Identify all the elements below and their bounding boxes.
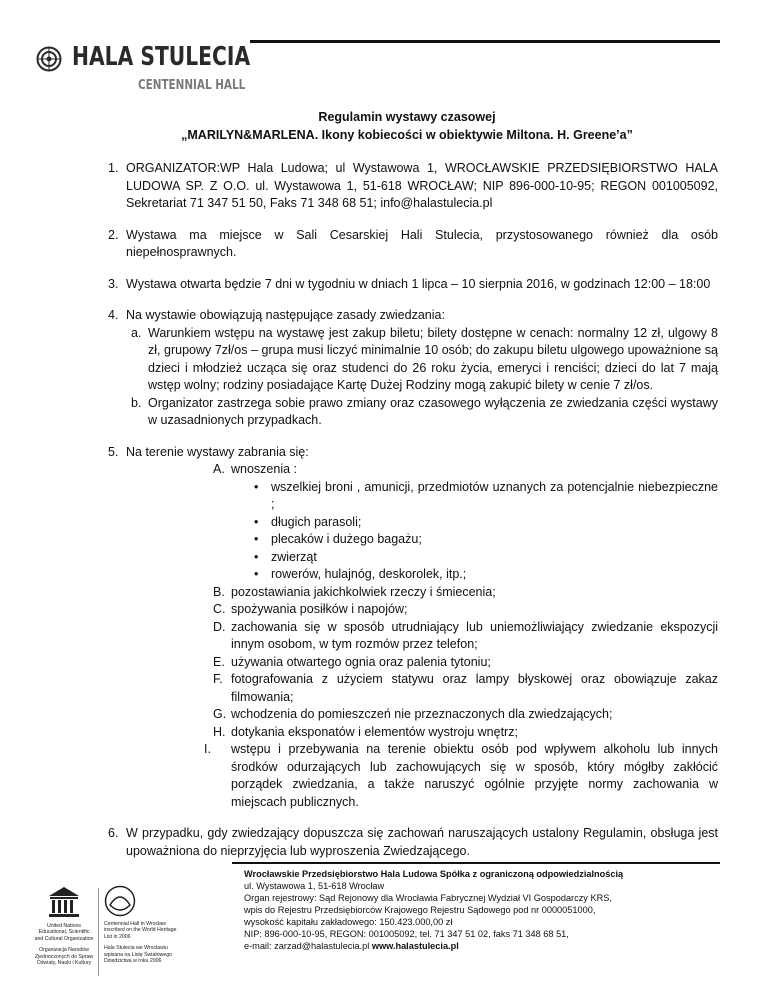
section-text: Na terenie wystawy zabrania się: [126,444,309,459]
item-text: używania otwartego ognia oraz palenia tytoniu; [231,654,491,669]
section-text: Wystawa ma miejsce w Sali Cesarskiej Hali Stulecia, przystosowanego również dla osób niepełnosprawnych. [126,227,718,259]
item-text: wchodzenia do pomieszczeń nie przeznaczonych dla zwiedzających; [231,707,613,721]
footer-address: ul. Wystawowa 1, 51-618 Wrocław [244,881,385,891]
prohibition-I [96,741,718,811]
section-number: 1. [108,161,119,175]
footer-website-link[interactable]: www.halastulecia.pl [371,941,459,951]
prohibition-E [96,654,718,672]
prohibition-A-list [96,479,718,584]
whc-caption-pl: Hala Stulecia we Wrocławiu wpisana na Listę Światowego Dziedzictwa w roku 2006 [104,945,173,965]
item-text: wnoszenia : [231,462,298,476]
world-heritage-icon [104,885,136,917]
footer-registry: Organ rejestrowy: Sąd Rejonowy dla Wrocławia Fabrycznej Wydział VI Gospodarczy KRS, [244,893,612,903]
item-text: dotykania eksponatów i elementów wystroju wnętrz; [231,724,518,739]
item-text: wstępu i przebywania na terenie obiektu osób pod wpływem alkoholu lub innych środków odurzających lub zachowujących się w sposób, który mógłby zakłócić porządek zwiedzania, a także naruszyć ogólnie przyjęte normy zachowania w miejscach publicznych. [231,742,718,809]
company-footer [244,868,724,952]
bullet-item: • długich parasoli; [271,514,718,532]
item-label: I. [204,742,211,756]
section-number: 2. [108,227,119,242]
bullet-item: • rowerów, hulajnóg, deskorolek, itp.; [271,566,718,584]
section-number: 4. [108,308,119,322]
title-line-1: Regulamin wystawy czasowej [318,110,496,124]
prohibition-C [96,601,718,619]
section-3 [96,276,718,294]
unesco-emblem [34,885,94,966]
item-label: A. [213,462,225,476]
company-name: Wrocławskie Przedsiębiorstwo Hala Ludowa Spółka z ograniczoną odpowiedzialnością [244,869,624,879]
item-text: Warunkiem wstępu na wystawę jest zakup biletu; bilety dostępne w cenach: normalny 12 zł, ulgowy 8 zł, grupowy 7zł/os – grupa musi liczyć minimalnie 10 osób; do zakupu biletu ulgowego upoważnione są dzieci i młodzież ucząca się oraz studenci do 26 roku życia, emeryci i renciści; dzieci do lat 7 mają wstęp wolny; rodziny posiadające Kartę Dużej Rodziny mogą zakupić bilety w cenie 7 zł/os. [148,325,718,392]
item-label: F. [213,672,223,686]
header-rule [250,40,720,43]
prohibition-D [96,619,718,654]
regulation-body [96,108,718,874]
item-label: b. [131,395,142,410]
logo-title: HALA STULECIA [72,42,251,72]
item-label: E. [213,654,225,669]
footer-registry-number: wpis do Rejestru Przedsiębiorców Krajowego Rejestru Sądowego pod nr 0000051000, [244,905,596,915]
section-text: Wystawa otwarta będzie 7 dni w tygodniu w dniach 1 lipca – 10 sierpnia 2016, w godzinach 12:00 – 18:00 [126,276,711,291]
section-text: ORGANIZATOR:WP Hala Ludowa; ul Wystawowa 1, WROCŁAWSKIE PRZEDSIĘBIORSTWO HALA LUDOWA SP. Z O.O. ul. Wystawowa 1, 51-618 WROCŁAW; NIP 896-000-10-95; REGON 001005092, Sekretariat 71 347 51 50, Faks 71 348 68 51; info@halastulecia.pl [126,161,718,210]
title-line-2: „MARILYN&MARLENA. Ikony kobiecości w obiektywie Miltona. H. Greene’a” [181,128,633,142]
prohibition-F [96,671,718,706]
item-label: B. [213,584,225,599]
unesco-temple-icon [47,885,81,919]
item-label: a. [131,325,142,340]
item-text: zachowania się w sposób utrudniający lub uniemożliwiający zwiedzanie ekspozycji innym osobom, w tym rozmów przez telefon; [231,619,718,651]
footer-contact: NIP: 896-000-10-95, REGON: 001005092, tel. 71 347 51 02, faks 71 348 68 51, [244,929,569,939]
prohibition-G [96,706,718,724]
item-label: H. [213,724,226,739]
prohibition-B [96,584,718,602]
section-text: Na wystawie obowiązują następujące zasady zwiedzania: [126,308,445,322]
item-text: pozostawiania jakichkolwiek rzeczy i śmiecenia; [231,584,496,599]
emblem-divider [98,888,99,976]
section-number: 3. [108,276,119,291]
hala-stulecia-logo-icon [36,46,62,72]
footer-email[interactable]: e-mail: zarzad@halastulecia.pl [244,941,372,951]
item-text: Organizator zastrzega sobie prawo zmiany oraz czasowego wyłączenia ze zwiedzania części wystawy w uzasadnionych przypadkach. [148,395,718,427]
footer-capital: wysokość kapitału zakładowego: 150.423.000,00 zł [244,917,453,927]
page-header [36,40,720,100]
section-4a [96,325,718,395]
section-2 [96,227,718,262]
item-label: C. [213,602,226,616]
whc-caption: Centennial Hall in Wrocław inscribed on the World Heritage List in 2006 [104,921,177,940]
footer-rule [232,862,720,864]
item-text: spożywania posiłków i napojów; [231,602,408,616]
unesco-caption-pl: Organizacja Narodów Zjednoczonych do Spraw Oświaty, Nauki i Kultury [34,947,94,967]
logo-subtitle: CENTENNIAL HALL [138,78,246,93]
unesco-caption: United Nations Educational, Scientific and Cultural Organization [34,923,94,942]
section-4 [96,307,718,430]
section-6 [96,825,718,860]
section-number: 6. [108,826,119,840]
section-number: 5. [108,444,119,459]
prohibition-A [96,461,718,479]
item-label: D. [213,619,226,634]
footer-email-web [244,940,724,952]
prohibition-H [96,724,718,742]
section-text: W przypadku, gdy zwiedzający dopuszcza się zachowań naruszających ustalony Regulamin, obsługa jest upoważniona do nieprzyjęcia lub wyproszenia Zwiedzającego. [126,826,718,858]
bullet-item: • wszelkiej broni , amunicji, przedmiotów uznanych za potencjalnie niebezpieczne ; [271,479,718,514]
section-1 [96,160,718,213]
world-heritage-emblem [104,885,184,964]
section-5 [96,444,718,812]
section-4b [96,395,718,430]
bullet-item: • zwierząt [271,549,718,567]
bullet-item: • plecaków i dużego bagażu; [271,531,718,549]
document-title [96,108,718,144]
item-label: G. [213,707,227,721]
item-text: fotografowania z użyciem statywu oraz lampy błyskowej oraz obowiązuje zakaz filmowania; [231,672,718,704]
